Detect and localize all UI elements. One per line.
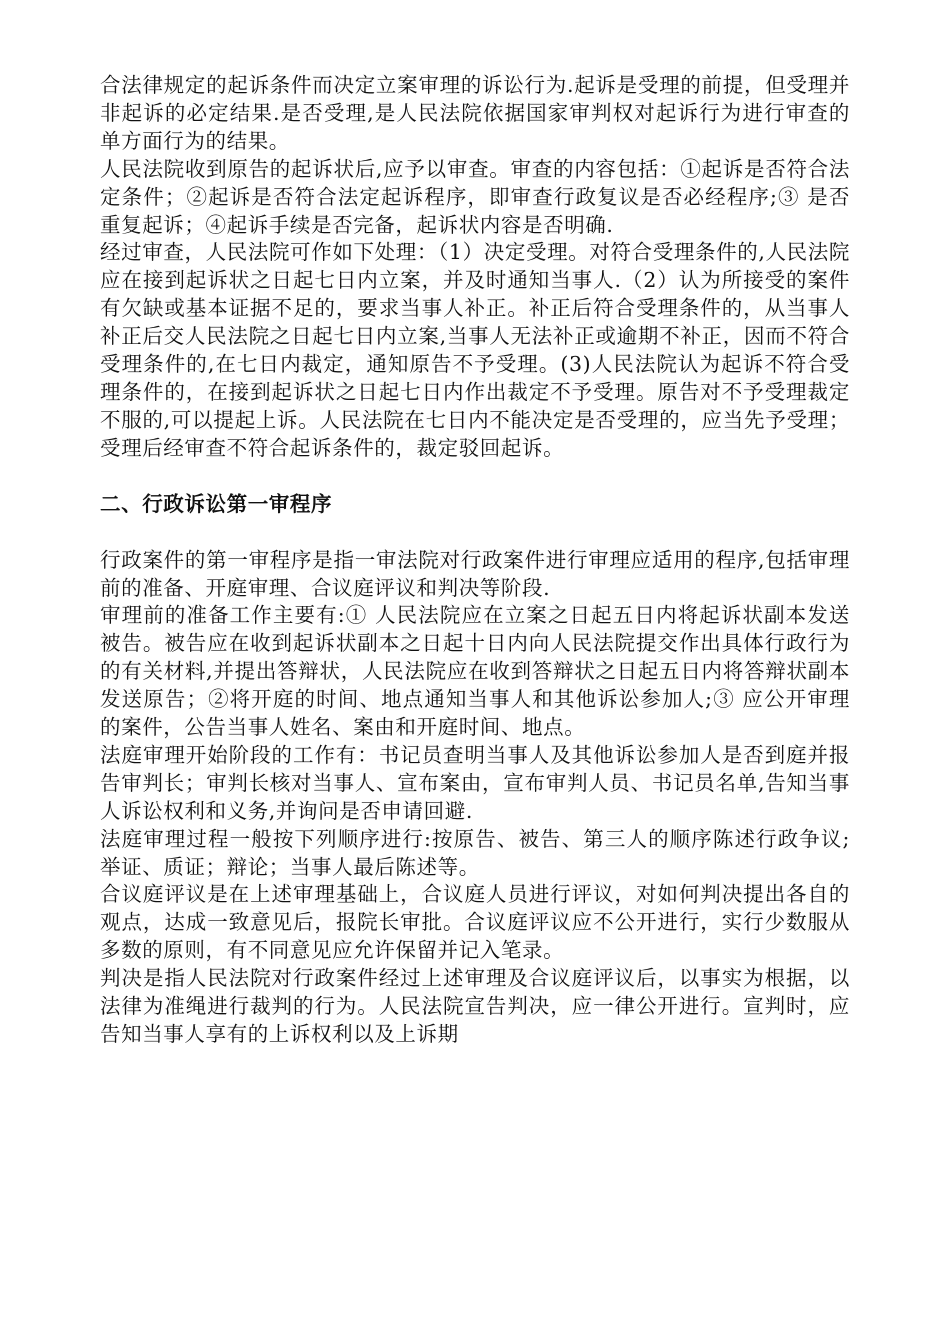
paragraph-judgment: 判决是指人民法院对行政案件经过上述审理及合议庭评议后，以事实为根据，以法律为准绳进行裁判的行为。人民法院宣告判决，应一律公开进行。宣判时，应告知当事人享有的上诉权利以及上诉期 (100, 966, 850, 1046)
paragraph-filing-acceptance: 合法律规定的起诉条件而决定立案审理的诉讼行为.起诉是受理的前提，但受理并非起诉的必定结果.是否受理,是人民法院依据国家审判权对起诉行为进行审查的单方面行为的结果。 (100, 73, 850, 153)
paragraph-review-content: 人民法院收到原告的起诉状后,应予以审查。审查的内容包括：①起诉是否符合法定条件；②起诉是否符合法定起诉程序，即审查行政复议是否必经程序;③ 是否重复起诉；④起诉手续是否完备，起诉状内容是否明确. (100, 156, 850, 237)
paragraph-pretrial-preparation: 审理前的准备工作主要有:① 人民法院应在立案之日起五日内将起诉状副本发送被告。被告应在收到起诉状副本之日起十日内向人民法院提交作出具体行政行为的有关材料,并提出答辩状，人民法院应在收到答辩状之日起五日内将答辩状副本发送原告；②将开庭的时间、地点通知当事人和其他诉讼参加人;③ 应公开审理的案件，公告当事人姓名、案由和开庭时间、地点。 (100, 603, 850, 740)
section-heading-first-instance: 二、行政诉讼第一审程序 (100, 491, 333, 516)
paragraph-first-instance-definition: 行政案件的第一审程序是指一审法院对行政案件进行审理应适用的程序,包括审理前的准备、开庭审理、合议庭评议和判决等阶段. (100, 547, 850, 600)
paragraph-review-handling: 经过审查，人民法院可作如下处理：（1）决定受理。对符合受理条件的,人民法院应在接到起诉状之日起七日内立案，并及时通知当事人.（2）认为所接受的案件有欠缺或基本证据不足的，要求当事人补正。补正后符合受理条件的，从当事人补正后交人民法院之日起七日内立案,当事人无法补正或逾期不补正，因而不符合受理条件的,在七日内裁定，通知原告不予受理。(3)人民法院认为起诉不符合受理条件的，在接到起诉状之日起七日内作出裁定不予受理。原告对不予受理裁定不服的,可以提起上诉。人民法院在七日内不能决定是否受理的，应当先予受理；受理后经审查不符合起诉条件的，裁定驳回起诉。 (100, 240, 850, 460)
paragraph-trial-order: 法庭审理过程一般按下列顺序进行:按原告、被告、第三人的顺序陈述行政争议;举证、质证；辩论；当事人最后陈述等。 (100, 826, 850, 879)
paragraph-trial-opening: 法庭审理开始阶段的工作有：书记员查明当事人及其他诉讼参加人是否到庭并报告审判长；审判长核对当事人、宣布案由，宣布审判人员、书记员名单,告知当事人诉讼权利和义务,并询问是否申请回避. (100, 742, 850, 823)
paragraph-collegial-deliberation: 合议庭评议是在上述审理基础上，合议庭人员进行评议，对如何判决提出各自的观点，达成一致意见后，报院长审批。合议庭评议应不公开进行，实行少数服从多数的原则，有不同意见应允许保留并记入笔录。 (100, 882, 850, 963)
